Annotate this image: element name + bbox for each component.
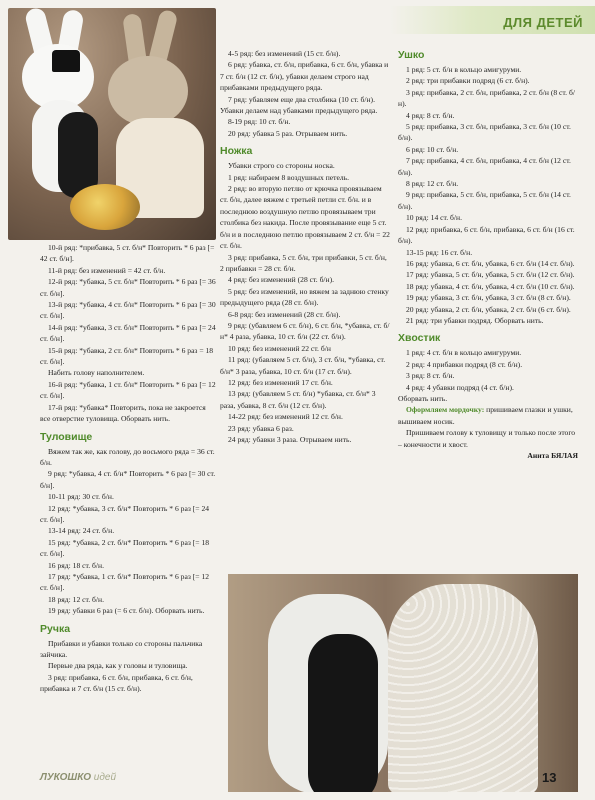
groom-hat: [52, 50, 80, 72]
muzzle-text: пришиваем глазки и ушки, вышиваем носик.: [398, 405, 573, 426]
section-heading-ear: Ушко: [398, 49, 425, 61]
bride-head: [108, 56, 188, 126]
pattern-note: Оборвать нить.: [398, 393, 448, 403]
author-name: Анита БЯЛАЯ: [527, 451, 578, 460]
pattern-row: 13 ряд: (убавляем 5 ст. б/н) *убавка, ст. б/н* 3 раза, убавка, 8 ст. б/н (12 ст. б/н).: [220, 389, 376, 410]
pattern-note: Убавки строго со стороны носка.: [228, 161, 335, 171]
bunny-couple-photo: [8, 8, 216, 240]
pattern-row: 12-й ряд: *убавка, 5 ст. б/н* Повторить * 6 раз [= 36 ст. б/н].: [40, 277, 216, 298]
pattern-row: 1 ряд: набираем 8 воздушных петель.: [228, 172, 349, 182]
pattern-row: 16-й ряд: *убавка, 1 ст. б/н* Повторить * 6 раз [= 12 ст. б/н].: [40, 379, 216, 401]
pattern-row: 7 ряд: убавляем еще два столбика (10 ст. б/н). Убавки делаем над убавками предыдущего ряда.: [220, 94, 378, 116]
pattern-row: 5 ряд: прибавка, 3 ст. б/н, прибавка, 3 ст. б/н (10 ст. б/н).: [398, 122, 571, 143]
pattern-row: 9 ряд: прибавка, 5 ст. б/н, прибавка, 5 ст. б/н (14 ст. б/н).: [398, 190, 571, 211]
pattern-row: 13-15 ряд: 16 ст. б/н.: [406, 247, 473, 257]
pattern-row: 13-14 ряд: 24 ст. б/н.: [48, 526, 115, 536]
muzzle-label: Оформляем мордочку:: [406, 405, 485, 415]
column-2: [220, 48, 390, 445]
pattern-row: 10 ряд: без изменений 22 ст. б/н: [228, 343, 331, 353]
pattern-row: 1 ряд: 4 ст. б/н в кольцо амигуруми.: [406, 348, 522, 358]
logo-sub: идей: [91, 772, 117, 783]
pattern-row: 8-19 ряд: 10 ст. б/н.: [228, 117, 291, 127]
logo-main: ЛУКОШКО: [40, 772, 92, 783]
pattern-row: 4 ряд: без изменений (28 ст. б/н).: [228, 275, 335, 285]
pattern-row: 9 ряд: (убавляем 6 ст. б/н), 6 ст. б/н, *убавка, ст. б/н* 4 раза, убавка, 10 ст. б/н (22 ст. б/н).: [220, 320, 390, 342]
pattern-row: 18 ряд: убавка, 4 ст. б/н, убавка, 4 ст. б/н (10 ст. б/н).: [406, 281, 575, 291]
pattern-row: 12 ряд: прибавка, 6 ст. б/н, прибавка, 6 ст. б/н (16 ст. б/н).: [398, 224, 575, 246]
pattern-note: Прибавки и убавки только со стороны пальчика зайчика.: [40, 638, 203, 659]
pattern-row: 13-й ряд: *убавка, 4 ст. б/н* Повторить * 6 раз [= 30 ст. б/н].: [40, 300, 216, 321]
pattern-row: 2 ряд: во вторую петлю от крючка провязываем ст. б/н, далее вяжем с третьей петли ст. б/н. и в последнюю воздушную петлю провязываем три столбика без накида. После провязывание еще 5 ст. б/н и в последнюю петлю провязываем 2 ст. б/н = 22 ст. б/н.: [220, 184, 390, 251]
pattern-row: 6-8 ряд: без изменений (28 ст. б/н).: [228, 309, 341, 319]
pattern-row: 20 ряд: убавка, 2 ст. б/н, убавка, 2 ст. б/н (6 ст. б/н).: [406, 304, 571, 314]
pattern-row: 17 ряд: убавка, 5 ст. б/н, убавка, 5 ст. б/н (12 ст. б/н).: [406, 270, 575, 280]
pattern-row: 3 ряд: прибавка, 2 ст. б/н, прибавка, 2 ст. б/н (8 ст. б/н).: [398, 87, 575, 109]
pattern-row: 3 ряд: прибавка, 6 ст. б/н, прибавка, 6 ст. б/н, прибавка и 7 ст. б/н (15 ст. б/н).: [40, 672, 193, 694]
pattern-row: 6 ряд: 10 ст. б/н.: [406, 144, 459, 154]
pattern-row: 12 ряд: без изменений 17 ст. б/н.: [228, 377, 333, 387]
bunny-closeup-photo: [228, 574, 578, 792]
pattern-row: 14-22 ряд: без изменений 12 ст. б/н.: [228, 412, 343, 422]
pattern-row: 5 ряд: без изменений, но вяжем за заднюю стенку предыдущего ряда (28 ст. б/н).: [220, 286, 389, 308]
section-heading-arm: Ручка: [40, 622, 71, 635]
pattern-row: 17 ряд: *убавка, 1 ст. б/н* Повторить * 6 раз [= 12 ст. б/н].: [40, 571, 210, 593]
pattern-row: 1 ряд: 5 ст. б/н в кольцо амигуруми.: [406, 65, 522, 74]
pattern-row: 8 ряд: 12 ст. б/н.: [406, 179, 459, 189]
section-header: [390, 6, 595, 34]
pattern-row: 17-й ряд: *убавка* Повторить, пока не закроется все отверстие туловища. Оборвать нить.: [40, 402, 206, 424]
assembly-instructions: Пришиваем голову к туловищу и только после этого – конечности и хвост.: [398, 428, 576, 449]
pattern-row: 11-й ряд: без изменений = 42 ст. б/н.: [48, 265, 166, 275]
column-3: [398, 48, 578, 461]
bride-veil-closeup: [388, 584, 538, 792]
pattern-row: 11 ряд: (убавляем 5 ст. б/н), 3 ст. б/н, *убавка, ст. б/н* 3 раза, убавка, 10 ст. б/н (17 ст. б/н).: [220, 355, 386, 376]
pattern-row: 23 ряд: убавка 6 раз.: [228, 423, 294, 433]
pattern-row: 21 ряд: три убавки подряд. Оборвать нить.: [406, 315, 544, 325]
muzzle-instructions: [398, 404, 578, 427]
pattern-row: 19 ряд: убавка, 3 ст. б/н, убавка, 3 ст. б/н (8 ст. б/н).: [406, 293, 571, 303]
pattern-row: 10-11 ряд: 30 ст. б/н.: [48, 492, 114, 502]
section-heading-tail: Хвостик: [398, 332, 441, 345]
bouquet: [70, 184, 140, 230]
pattern-row: Вяжем так же, как голову, до восьмого ряда = 36 ст. б/н.: [40, 446, 215, 467]
pattern-row: 20 ряд: убавка 5 раз. Отрываем нить.: [228, 128, 348, 138]
pattern-row: 15-й ряд: *убавка, 2 ст. б/н* Повторить * 6 раз = 18 ст. б/н].: [40, 345, 214, 367]
pattern-row: 6 ряд: убавка, ст. б/н, прибавка, 6 ст. б/н, убавка и 7 ст. б/н (12 ст. б/н), убавки делаем строго над прибавками предыдущего ряда.: [220, 60, 389, 93]
pattern-row: 2 ряд: 4 прибавки подряд (8 ст. б/н).: [406, 359, 523, 369]
pattern-row: 7 ряд: прибавка, 4 ст. б/н, прибавка, 4 ст. б/н (12 ст. б/н).: [398, 156, 571, 177]
section-heading-leg: Ножка: [220, 145, 253, 158]
pattern-row: 14-й ряд: *убавка, 3 ст. б/н* Повторить * 6 раз [= 24 ст. б/н].: [40, 322, 216, 344]
section-title: ДЛЯ ДЕТЕЙ: [503, 15, 583, 30]
pattern-note: Первые два ряда, как у головы и туловища.: [48, 661, 188, 671]
pattern-note: Набить голову наполнителем.: [48, 368, 145, 378]
pattern-row: 10-й ряд: *прибавка, 5 ст. б/н* Повторить * 6 раз [= 42 ст. б/н].: [40, 243, 215, 264]
pattern-row: 3 ряд: прибавка, 5 ст. б/н, три прибавки, 5 ст. б/н, 2 прибавки = 28 ст. б/н.: [220, 252, 387, 273]
groom-suit-closeup: [308, 634, 378, 792]
pattern-row: 9 ряд: *убавка, 4 ст. б/н* Повторить * 6 раз [= 30 ст. б/н].: [40, 469, 216, 490]
pattern-row: 2 ряд: три прибавки подряд (6 ст. б/н).: [406, 76, 530, 86]
pattern-row: 4 ряд: 8 ст. б/н.: [406, 110, 455, 120]
pattern-row: 16 ряд: убавка, 6 ст. б/н, убавка, 6 ст. б/н (14 ст. б/н).: [406, 258, 575, 268]
pattern-row: 4 ряд: 4 убавки подряд (4 ст. б/н).: [406, 382, 514, 392]
pattern-row: 24 ряд: убавки 3 раза. Отрываем нить.: [228, 435, 352, 444]
section-heading-torso: Туловище: [40, 430, 93, 443]
column-1: [40, 242, 216, 695]
pattern-row: 4-5 ряд: без изменений (15 ст. б/н).: [228, 49, 341, 58]
pattern-row: 10 ряд: 14 ст. б/н.: [406, 213, 462, 223]
pattern-row: 3 ряд: 8 ст. б/н.: [406, 371, 455, 381]
pattern-row: 16 ряд: 18 ст. б/н.: [48, 560, 104, 570]
pattern-row: 19 ряд: убавки 6 раз (= 6 ст. б/н). Оборвать нить.: [48, 606, 205, 616]
page-number: 13: [542, 770, 557, 785]
pattern-row: 12 ряд: *убавка, 3 ст. б/н* Повторить * 6 раз [= 24 ст. б/н].: [40, 503, 210, 524]
pattern-row: 18 ряд: 12 ст. б/н.: [48, 594, 104, 604]
magazine-logo: [40, 772, 116, 783]
pattern-row: 15 ряд: *убавка, 2 ст. б/н* Повторить * 6 раз [= 18 ст. б/н].: [40, 537, 210, 559]
